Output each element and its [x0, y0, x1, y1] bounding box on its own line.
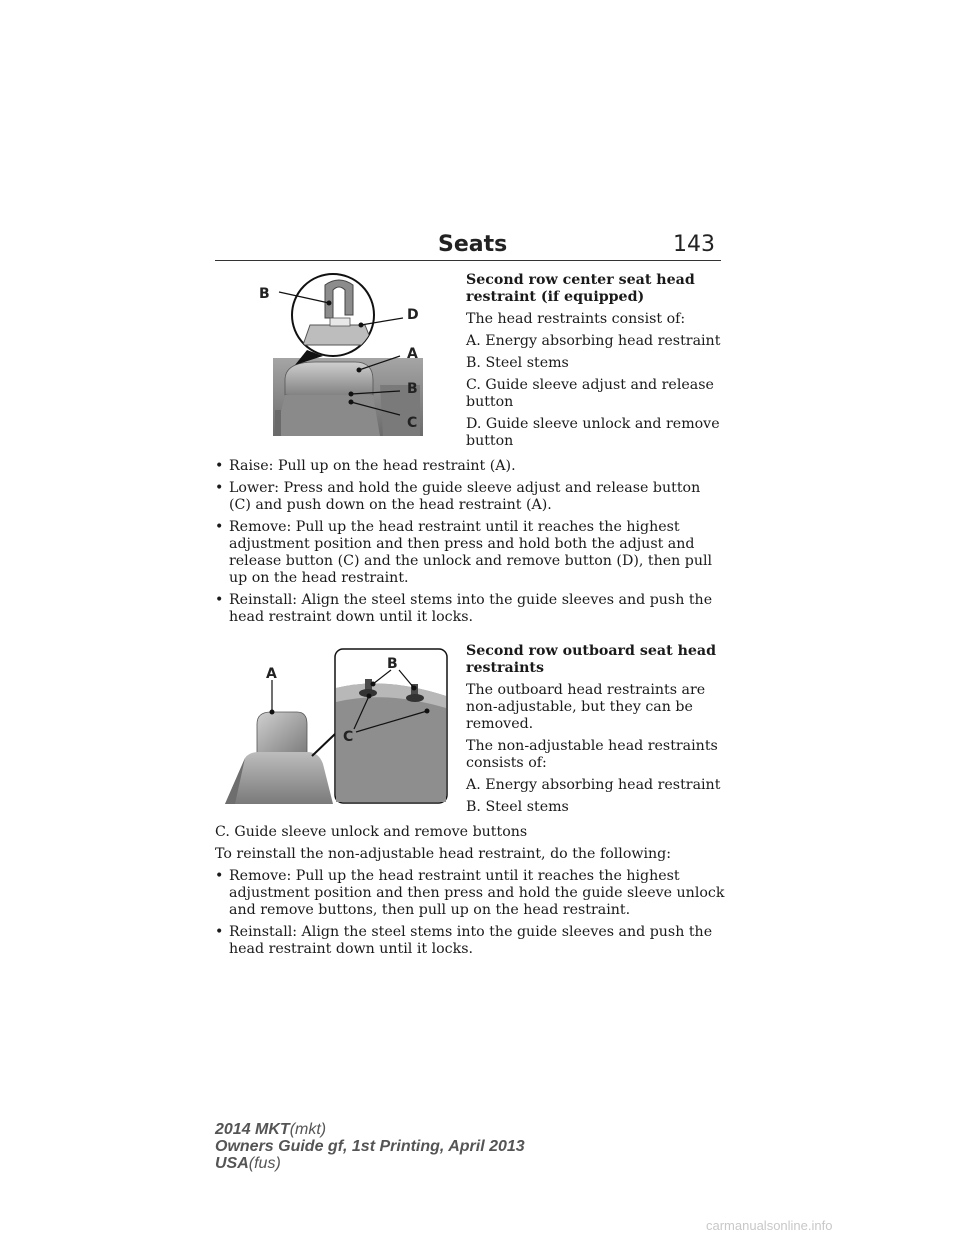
figure2-label-b: B: [387, 656, 398, 672]
section1-item-d: D. Guide sleeve unlock and remove button: [466, 416, 720, 449]
bullet-reinstall: [215, 592, 725, 626]
bullet-dot: •: [215, 480, 224, 496]
section2-body: [215, 824, 725, 963]
section1-heading: Second row center seat head restraint (if equipped): [466, 272, 695, 305]
section2-intro2: The non-adjustable head restraints consists of:: [466, 738, 718, 771]
bullet-text: Remove: Pull up the head restraint until it reaches the highest adjustment position and then press and hold both the adjust and release button (C) and the unlock and remove button (D), then pull up on the head restraint.: [229, 519, 713, 586]
bullet-lower: [215, 480, 725, 514]
bullet-dot: •: [215, 519, 224, 535]
bullet-reinstall-outboard: [215, 924, 725, 958]
bullet-raise: [215, 458, 725, 475]
figure2-label-c: C: [343, 729, 354, 745]
footer-market: USA: [215, 1155, 249, 1172]
footer-line-1: [215, 1121, 525, 1138]
page-section-title: Seats: [438, 232, 508, 257]
section2-heading: Second row outboard seat head restraints: [466, 643, 717, 676]
section2-intro: The outboard head restraints are non-adjustable, but they can be removed.: [466, 682, 706, 732]
header-divider: [215, 260, 721, 261]
section1-column: [466, 272, 726, 455]
section1-item-a: A. Energy absorbing head restraint: [466, 333, 721, 349]
section1-intro: The head restraints consist of:: [466, 311, 686, 327]
bullet-text: Remove: Pull up the head restraint until it reaches the highest adjustment position and then press and hold the guide sleeve unlock and remove buttons, then pull up on the head restraint.: [229, 868, 725, 918]
figure1-label-a: A: [407, 346, 418, 362]
bullet-remove-outboard: [215, 868, 725, 919]
footer-model-code: (mkt): [289, 1121, 327, 1138]
figure1-label-c: C: [407, 415, 418, 431]
section2-item-c: C. Guide sleeve unlock and remove buttons: [215, 824, 528, 840]
footer-market-code: (fus): [248, 1155, 281, 1172]
section2-column: [466, 643, 726, 821]
watermark: carmanualsonline.info: [706, 1218, 833, 1233]
section1-item-b: B. Steel stems: [466, 355, 569, 371]
figure2-label-a: A: [266, 666, 277, 682]
bullet-dot: •: [215, 924, 224, 940]
figure1-label-d: D: [407, 307, 419, 323]
bullet-text: Raise: Pull up on the head restraint (A).: [229, 458, 516, 474]
page-number: 143: [673, 232, 715, 257]
bullet-dot: •: [215, 868, 224, 884]
figure1-label-b-top: B: [259, 286, 270, 302]
figure1-label-b-low: B: [407, 381, 418, 397]
section1-bullets: [215, 458, 725, 631]
section2-instruction: To reinstall the non-adjustable head restraint, do the following:: [215, 846, 672, 862]
outboard-head-restraint-illustration: [215, 646, 455, 806]
bullet-text: Reinstall: Align the steel stems into the guide sleeves and push the head restraint down until it locks.: [229, 592, 713, 625]
bullet-text: Reinstall: Align the steel stems into the guide sleeves and push the head restraint down until it locks.: [229, 924, 713, 957]
footer-model: 2014 MKT: [215, 1121, 290, 1138]
bullet-dot: •: [215, 458, 224, 474]
section1-item-c: C. Guide sleeve adjust and release button: [466, 377, 714, 410]
section2-item-b: B. Steel stems: [466, 799, 569, 815]
bullet-remove: [215, 519, 725, 587]
section2-item-a: A. Energy absorbing head restraint: [466, 777, 721, 793]
center-head-restraint-illustration: [255, 270, 455, 440]
footer-line-2: Owners Guide gf, 1st Printing, April 2013: [215, 1138, 525, 1155]
footer-line-3: [215, 1155, 525, 1172]
bullet-dot: •: [215, 592, 224, 608]
document-footer: [215, 1121, 525, 1172]
bullet-text: Lower: Press and hold the guide sleeve adjust and release button (C) and push down on the head restraint (A).: [229, 480, 701, 513]
